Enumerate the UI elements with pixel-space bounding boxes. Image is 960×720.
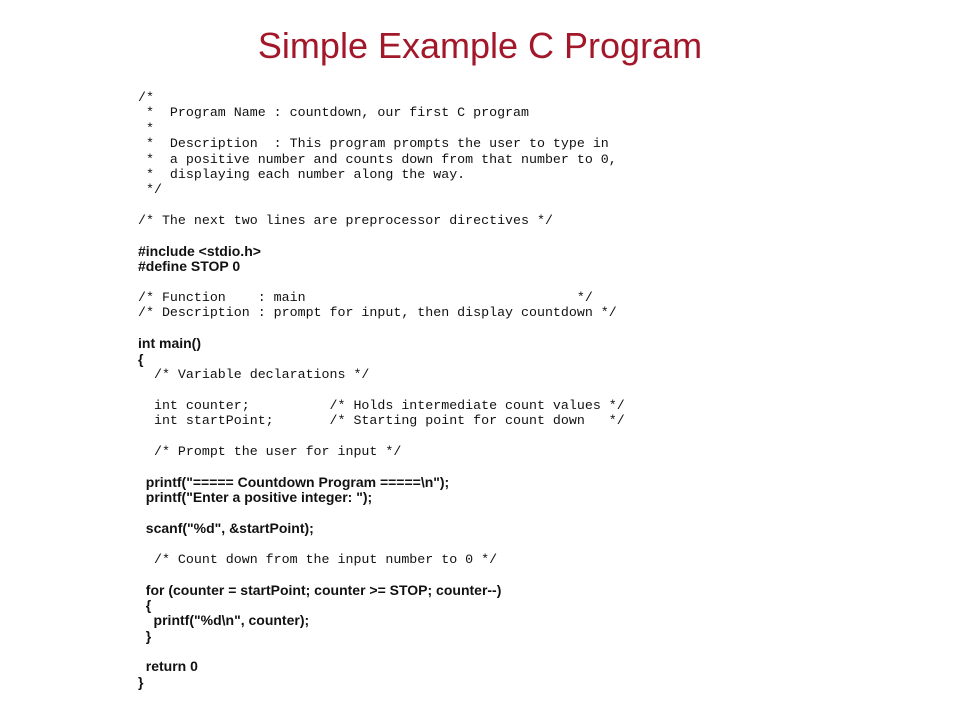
code-line: /* Count down from the input number to 0 */ [138,551,498,567]
code-line: /* Variable declarations */ [138,367,370,383]
code-line: for (counter = startPoint; counter >= STOP; counter--) [138,581,502,598]
code-line: * [138,120,154,136]
code-line: /* The next two lines are preprocessor directives */ [138,213,553,229]
code-line: int main() [138,335,201,352]
code-listing [138,90,625,690]
code-line [138,567,625,582]
code-line [138,644,625,659]
code-line [138,382,625,397]
code-line: /* Description : prompt for input, then display countdown */ [138,305,617,321]
code-line [138,275,625,290]
code-line: #define STOP 0 [138,258,241,275]
code-line [138,506,625,521]
code-line: #include <stdio.h> [138,242,261,259]
code-line: printf("Enter a positive integer: "); [138,489,373,506]
code-line: * displaying each number along the way. [138,166,466,182]
code-line: * Program Name : countdown, our first C program [138,105,529,121]
code-line [138,459,625,474]
code-line: * Description : This program prompts the user to type in [138,136,609,152]
code-line [138,321,625,336]
code-line: */ [138,182,162,198]
code-line: } [138,627,152,644]
code-line [138,198,625,213]
code-line [138,229,625,244]
code-line: return 0 [138,658,198,675]
code-line: { [138,596,152,613]
code-line: int startPoint; /* Starting point for count down */ [138,413,625,429]
code-line: printf("===== Countdown Program =====\n"); [138,473,450,490]
code-line: * a positive number and counts down from that number to 0, [138,151,617,167]
code-line: printf("%d\n", counter); [138,612,310,629]
code-line: scanf("%d", &startPoint); [138,519,314,536]
code-line: int counter; /* Holds intermediate count values */ [138,397,625,413]
code-line: /* Function : main */ [138,290,593,306]
code-line: /* Prompt the user for input */ [138,443,402,459]
code-line: } [138,673,144,690]
code-line: { [138,350,144,367]
code-line: /* [138,90,154,105]
slide-title: Simple Example C Program [257,25,703,66]
code-line [138,536,625,551]
code-line [138,429,625,444]
